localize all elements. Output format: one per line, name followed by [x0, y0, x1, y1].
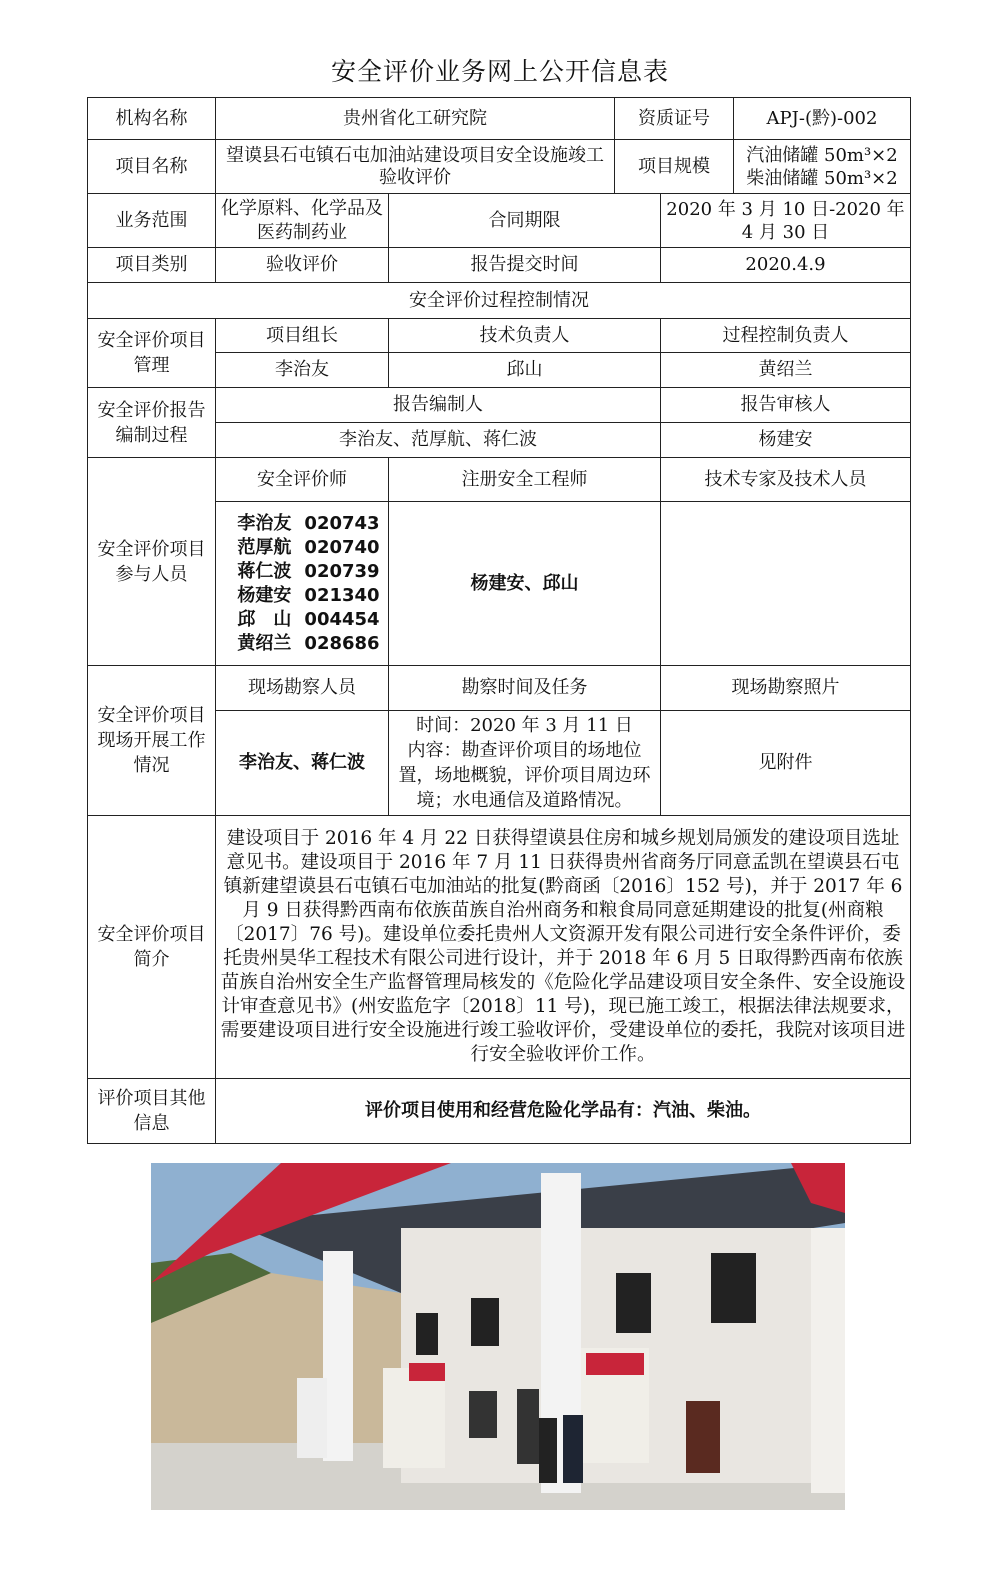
task-label: 勘察时间及任务 — [389, 666, 661, 711]
scope-label: 业务范围 — [88, 194, 216, 248]
tech-value: 邱山 — [389, 353, 661, 388]
evaluator-item — [219, 512, 385, 536]
site-label: 安全评价项目现场开展工作情况 — [88, 666, 216, 816]
evaluator-list — [216, 502, 389, 666]
reviewer-value: 杨建安 — [661, 423, 911, 458]
intro-label: 安全评价项目简介 — [88, 816, 216, 1079]
evaluator-item — [219, 536, 385, 560]
scope-value: 化学原料、化学品及医药制药业 — [216, 194, 389, 248]
evaluator-id: 004454 — [304, 608, 380, 630]
info-table — [87, 97, 911, 1144]
page-title: 安全评价业务网上公开信息表 — [330, 57, 669, 86]
evaluator-item — [219, 560, 385, 584]
report-label: 安全评价报告编制过程 — [88, 388, 216, 458]
scale-line-1: 汽油储罐 50m³×2 — [746, 144, 898, 166]
mgmt-label: 安全评价项目管理 — [88, 319, 216, 388]
evaluator-name: 蒋仁波 — [237, 560, 292, 582]
leader-value: 李治友 — [216, 353, 389, 388]
evaluator-id: 020743 — [304, 512, 380, 534]
scale-line-2: 柴油储罐 50m³×2 — [746, 167, 898, 189]
evaluator-item — [219, 632, 385, 656]
evaluator-name: 邱 山 — [237, 608, 292, 630]
site-photo — [151, 1163, 845, 1510]
expert-label: 技术专家及技术人员 — [661, 458, 911, 502]
cert-value: APJ-(黔)-002 — [734, 98, 911, 140]
reviewer-label: 报告审核人 — [661, 388, 911, 423]
photo-label: 现场勘察照片 — [661, 666, 911, 711]
other-value: 评价项目使用和经营危险化学品有：汽油、柴油。 — [216, 1079, 911, 1144]
type-label: 项目类别 — [88, 248, 216, 283]
evaluator-label: 安全评价师 — [216, 458, 389, 502]
process-header: 安全评价过程控制情况 — [88, 283, 911, 319]
evaluator-item — [219, 608, 385, 632]
control-label: 过程控制负责人 — [661, 319, 911, 353]
project-value: 望谟县石屯镇石屯加油站建设项目安全设施竣工验收评价 — [216, 140, 615, 194]
intro-value: 建设项目于 2016 年 4 月 22 日获得望谟县住房和城乡规划局颁发的建设项目选址意见书。建设项目于 2016 年 7 月 11 日获得贵州省商务厅同意孟凯在望谟县石屯镇新建望谟县石屯镇石屯加油站的批复(黔商函〔2016〕152 号)，并于 2017 年 6 月 9 日获得黔西南布依族苗族自治州商务和粮食局同意延期建设的批复(州商粮〔2017〕76 号)。建设单位委托贵州人文资源开发有限公司进行安全条件评价，委托贵州昊华工程技术有限公司进行设计，并于 2018 年 6 月 5 日取得黔西南布依族苗族自治州安全生产监督管理局核发的《危险化学品建设项目安全条件、安全设施设计审查意见书》(州安监危字〔2018〕11 号)，现已施工竣工，根据法律法规要求，需要建设项目进行安全设施进行竣工验收评价，受建设单位的委托，我院对该项目进行安全验收评价工作。 — [216, 816, 911, 1079]
evaluator-name: 黄绍兰 — [237, 632, 292, 654]
task-time: 时间：2020 年 3 月 11 日 — [416, 715, 633, 736]
submit-label: 报告提交时间 — [389, 248, 661, 283]
author-value: 李治友、范厚航、蒋仁波 — [216, 423, 661, 458]
other-label: 评价项目其他信息 — [88, 1079, 216, 1144]
author-label: 报告编制人 — [216, 388, 661, 423]
contract-value: 2020 年 3 月 10 日-2020 年 4 月 30 日 — [661, 194, 911, 248]
cert-label: 资质证号 — [615, 98, 734, 140]
org-value: 贵州省化工研究院 — [216, 98, 615, 140]
type-value: 验收评价 — [216, 248, 389, 283]
scale-label: 项目规模 — [615, 140, 734, 194]
task-value — [389, 711, 661, 816]
expert-value — [661, 502, 911, 666]
evaluator-name: 范厚航 — [237, 536, 292, 558]
evaluator-item — [219, 584, 385, 608]
evaluator-id: 020739 — [304, 560, 380, 582]
org-label: 机构名称 — [88, 98, 216, 140]
evaluator-name: 李治友 — [237, 512, 292, 534]
evaluator-id: 021340 — [304, 584, 380, 606]
engineer-label: 注册安全工程师 — [389, 458, 661, 502]
control-value: 黄绍兰 — [661, 353, 911, 388]
surveyor-label: 现场勘察人员 — [216, 666, 389, 711]
staff-label: 安全评价项目参与人员 — [88, 458, 216, 666]
leader-label: 项目组长 — [216, 319, 389, 353]
task-content: 内容：勘查评价项目的场地位置，场地概貌，评价项目周边环境；水电通信及道路情况。 — [398, 740, 651, 811]
evaluator-id: 020740 — [304, 536, 380, 558]
project-label: 项目名称 — [88, 140, 216, 194]
surveyor-value: 李治友、蒋仁波 — [216, 711, 389, 816]
contract-label: 合同期限 — [389, 194, 661, 248]
evaluator-name: 杨建安 — [237, 584, 292, 606]
evaluator-id: 028686 — [304, 632, 380, 654]
engineer-value: 杨建安、邱山 — [389, 502, 661, 666]
photo-value: 见附件 — [661, 711, 911, 816]
tech-label: 技术负责人 — [389, 319, 661, 353]
submit-value: 2020.4.9 — [661, 248, 911, 283]
scale-value — [734, 140, 911, 194]
